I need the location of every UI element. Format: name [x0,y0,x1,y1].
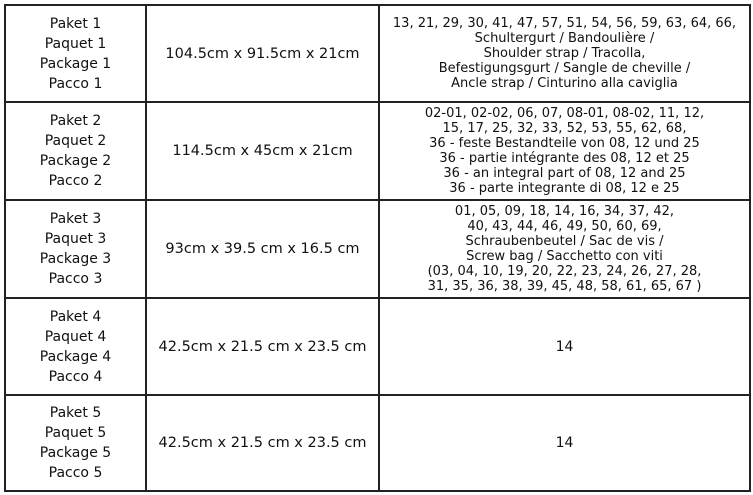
package-name-it: Pacco 2 [48,173,103,189]
package-name-de: Paket 3 [49,211,102,227]
package-name-fr: Paquet 3 [44,231,107,247]
table-row [5,5,750,102]
contents-line: Screw bag / Sacchetto con viti [466,249,663,264]
package-name-de: Paket 4 [49,308,102,325]
package-name-it: Pacco 3 [48,271,103,287]
table-row [5,395,750,491]
package-name-en: Package 2 [39,153,112,169]
contents-line: 13, 21, 29, 30, 41, 47, 57, 51, 54, 56, 59, 63, 64, 66, [392,16,737,31]
contents-line: 36 - partie intégrante des 08, 12 et 25 [439,151,690,166]
package-contents-cell [379,102,750,200]
package-name-it: Pacco 4 [48,368,103,385]
package-name-fr: Paquet 1 [44,35,107,52]
table-row [5,102,750,200]
package-contents-cell [379,200,750,298]
contents-line: 36 - an integral part of 08, 12 and 25 [443,166,686,181]
contents-line: (03, 04, 10, 19, 20, 22, 23, 24, 26, 27, 28, [427,264,702,279]
package-name-fr: Paquet 2 [44,133,107,149]
contents-line: 02-01, 02-02, 06, 07, 08-01, 08-02, 11, 12, [424,106,705,121]
package-name-de: Paket 5 [49,405,102,421]
package-name-en: Package 5 [39,445,112,461]
package-name-en: Package 3 [39,251,112,267]
package-name-cell [5,102,146,200]
contents-line: 31, 35, 36, 38, 39, 45, 48, 58, 61, 65, 67 ) [427,279,702,294]
package-name-cell [5,298,146,395]
table-row [5,200,750,298]
contents-line: Befestigungsgurt / Sangle de cheville / [438,61,691,76]
package-name-it: Pacco 5 [48,465,103,481]
package-name-cell [5,5,146,102]
package-dimensions: 42.5cm x 21.5 cm x 23.5 cm [146,395,379,491]
package-name-fr: Paquet 5 [44,425,107,441]
contents-line: 01, 05, 09, 18, 14, 16, 34, 37, 42, [454,204,675,219]
package-name-cell [5,200,146,298]
package-name-cell [5,395,146,491]
package-name-en: Package 4 [39,348,112,365]
package-dimensions: 42.5cm x 21.5 cm x 23.5 cm [146,298,379,395]
package-dimensions: 93cm x 39.5 cm x 16.5 cm [146,200,379,298]
contents-line: Schultergurt / Bandoulière / [474,31,655,46]
package-name-it: Pacco 1 [48,75,103,92]
package-contents-cell [379,5,750,102]
contents-line: Schraubenbeutel / Sac de vis / [465,234,664,249]
package-name-fr: Paquet 4 [44,328,107,345]
package-dimensions: 114.5cm x 45cm x 21cm [146,102,379,200]
package-contents-cell: 14 [379,298,750,395]
contents-line: Shoulder strap / Tracolla, [483,46,646,61]
package-contents-cell: 14 [379,395,750,491]
table-row [5,298,750,395]
package-table [4,4,751,492]
contents-line: 36 - feste Bestandteile von 08, 12 und 25 [429,136,700,151]
package-dimensions: 104.5cm x 91.5cm x 21cm [146,5,379,102]
contents-line: 40, 43, 44, 46, 49, 50, 60, 69, [467,219,662,234]
contents-line: 36 - parte integrante di 08, 12 e 25 [449,181,680,196]
contents-line: Ancle strap / Cinturino alla caviglia [451,76,678,91]
package-name-en: Package 1 [39,55,112,72]
package-name-de: Paket 1 [49,15,102,32]
contents-line: 15, 17, 25, 32, 33, 52, 53, 55, 62, 68, [442,121,687,136]
package-name-de: Paket 2 [49,113,102,129]
